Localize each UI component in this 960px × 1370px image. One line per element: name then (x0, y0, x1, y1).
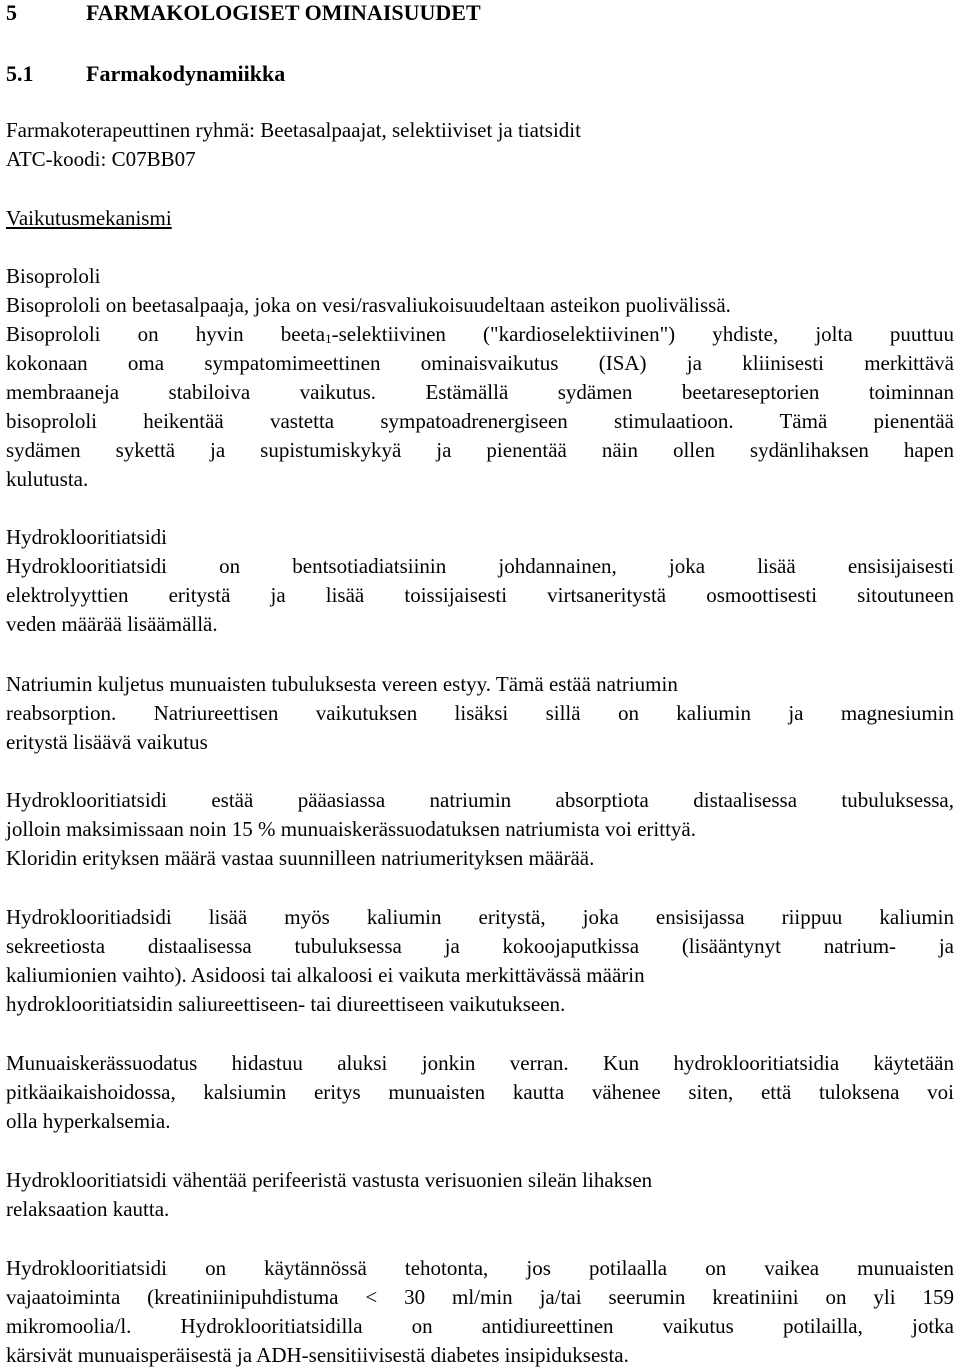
hctz-section (6, 523, 954, 639)
classification-block (6, 116, 954, 174)
atc-code: ATC-koodi: C07BB07 (6, 147, 196, 171)
subsection-title: Farmakodynamiikka (86, 61, 286, 86)
mechanism-heading-block (6, 204, 954, 233)
bisoprolol-text-line: sydämen sykettä ja supistumiskykyä ja pienentää näin ollen sydänlihaksen hapen (6, 438, 954, 462)
bisoprolol-line2-start: Bisoprololi on hyvin beeta (6, 322, 326, 346)
bisoprolol-text-line: kokonaan oma sympatomimeettinen ominaisvaikutus (ISA) ja kliinisesti merkittävä (6, 351, 954, 375)
hctz-p7-line: Hydroklooritiatsidi on käytännössä tehotonta, jos potilaalla on vaikea munuaisten (6, 1256, 954, 1280)
bisoprolol-text-line: bisoprololi heikentää vastetta sympatoadrenergiseen stimulaatioon. Tämä pienentää (6, 409, 954, 433)
document-page (6, 0, 954, 1367)
hctz-p5-line: Munuaiskerässuodatus hidastuu aluksi jonkin verran. Kun hydroklooritiatsidia käytetään (6, 1051, 954, 1075)
bisoprolol-section (6, 262, 954, 494)
hctz-p2-line: eritystä lisäävä vaikutus (6, 730, 208, 754)
hctz-p7-line: vajaatoiminta (kreatiniinipuhdistuma < 30 ml/min ja/tai seerumin kreatiniini on yli 159 (6, 1285, 954, 1309)
hctz-paragraph-4 (6, 903, 954, 1019)
hctz-p7-line: mikromoolia/l. Hydroklooritiatsidilla on antidiureettinen vaikutus potilailla, jotka (6, 1314, 954, 1338)
hctz-paragraph-7 (6, 1254, 954, 1370)
bisoprolol-line2-end: -selektiivinen ("kardioselektiivinen") yhdiste, jolta puuttuu (331, 322, 954, 346)
hctz-p7-line: kärsivät munuaisperäisestä ja ADH-sensitiivisestä diabetes insipiduksesta. (6, 1343, 629, 1367)
bisoprolol-text-line: kulutusta. (6, 467, 89, 491)
hctz-p2-line: Natriumin kuljetus munuaisten tubuluksesta vereen estyy. Tämä estää natriumin (6, 672, 678, 696)
hctz-p4-line: Hydroklooritiadsidi lisää myös kaliumin eritystä, joka ensisijassa riippuu kaliumin (6, 905, 954, 929)
mechanism-heading: Vaikutusmekanismi (6, 206, 172, 230)
subsection-number: 5.1 (6, 61, 34, 86)
hctz-p4-line: hydroklooritiatsidin saliureettiseen- tai diureettiseen vaikutukseen. (6, 992, 566, 1016)
hctz-paragraph-6 (6, 1166, 954, 1224)
hctz-p1-line: veden määrää lisäämällä. (6, 612, 218, 636)
hctz-paragraph-5 (6, 1049, 954, 1136)
hctz-p4-line: kaliumionien vaihto). Asidoosi tai alkaloosi ei vaikuta merkittävässä määrin (6, 963, 645, 987)
hctz-p3-line: jolloin maksimissaan noin 15 % munuaiskerässuodatuksen natriumista voi erittyä. (6, 817, 696, 841)
hctz-p4-line: sekreetiosta distaalisessa tubuluksessa ja kokoojaputkissa (lisääntynyt natrium- ja (6, 934, 954, 958)
hctz-p6-line: Hydroklooritiatsidi vähentää perifeeristä vastusta verisuonien sileän lihaksen (6, 1168, 653, 1192)
hctz-paragraph-2 (6, 670, 954, 757)
hctz-heading: Hydroklooritiatsidi (6, 525, 167, 549)
beta1-subscript: 1 (325, 331, 332, 346)
hctz-p5-line: pitkäaikaishoidossa, kalsiumin eritys munuaisten kautta vähenee siten, että tuloksena voi (6, 1080, 954, 1104)
subsection-heading (6, 59, 285, 88)
section-number: 5 (6, 0, 17, 25)
hctz-p5-line: olla hyperkalsemia. (6, 1109, 171, 1133)
hctz-p2-line: reabsorption. Natriureettisen vaikutuksen lisäksi sillä on kaliumin ja magnesiumin (6, 701, 954, 725)
bisoprolol-text-line (6, 320, 954, 349)
section-title: FARMAKOLOGISET OMINAISUUDET (86, 0, 481, 25)
hctz-p3-line: Kloridin erityksen määrä vastaa suunnilleen natriumerityksen määrää. (6, 846, 595, 870)
hctz-p3-line: Hydroklooritiatsidi estää pääasiassa natriumin absorptiota distaalisessa tubuluksessa, (6, 788, 954, 812)
hctz-p1-line: elektrolyyttien eritystä ja lisää toissijaisesti virtsaneritystä osmoottisesti sitoutuneen (6, 583, 954, 607)
bisoprolol-heading: Bisoprololi (6, 264, 101, 288)
bisoprolol-text-line: Bisoprololi on beetasalpaaja, joka on vesi/rasvaliukoisuudeltaan asteikon puolivälissä. (6, 293, 731, 317)
hctz-p6-line: relaksaation kautta. (6, 1197, 170, 1221)
hctz-p1-line: Hydroklooritiatsidi on bentsotiadiatsiinin johdannainen, joka lisää ensisijaisesti (6, 554, 954, 578)
bisoprolol-text-line: membraaneja stabiloiva vaikutus. Estämällä sydämen beetareseptorien toiminnan (6, 380, 954, 404)
section-heading (6, 0, 954, 27)
pharmacotherapeutic-group: Farmakoterapeuttinen ryhmä: Beetasalpaajat, selektiiviset ja tiatsidit (6, 118, 581, 142)
hctz-paragraph-3 (6, 786, 954, 873)
